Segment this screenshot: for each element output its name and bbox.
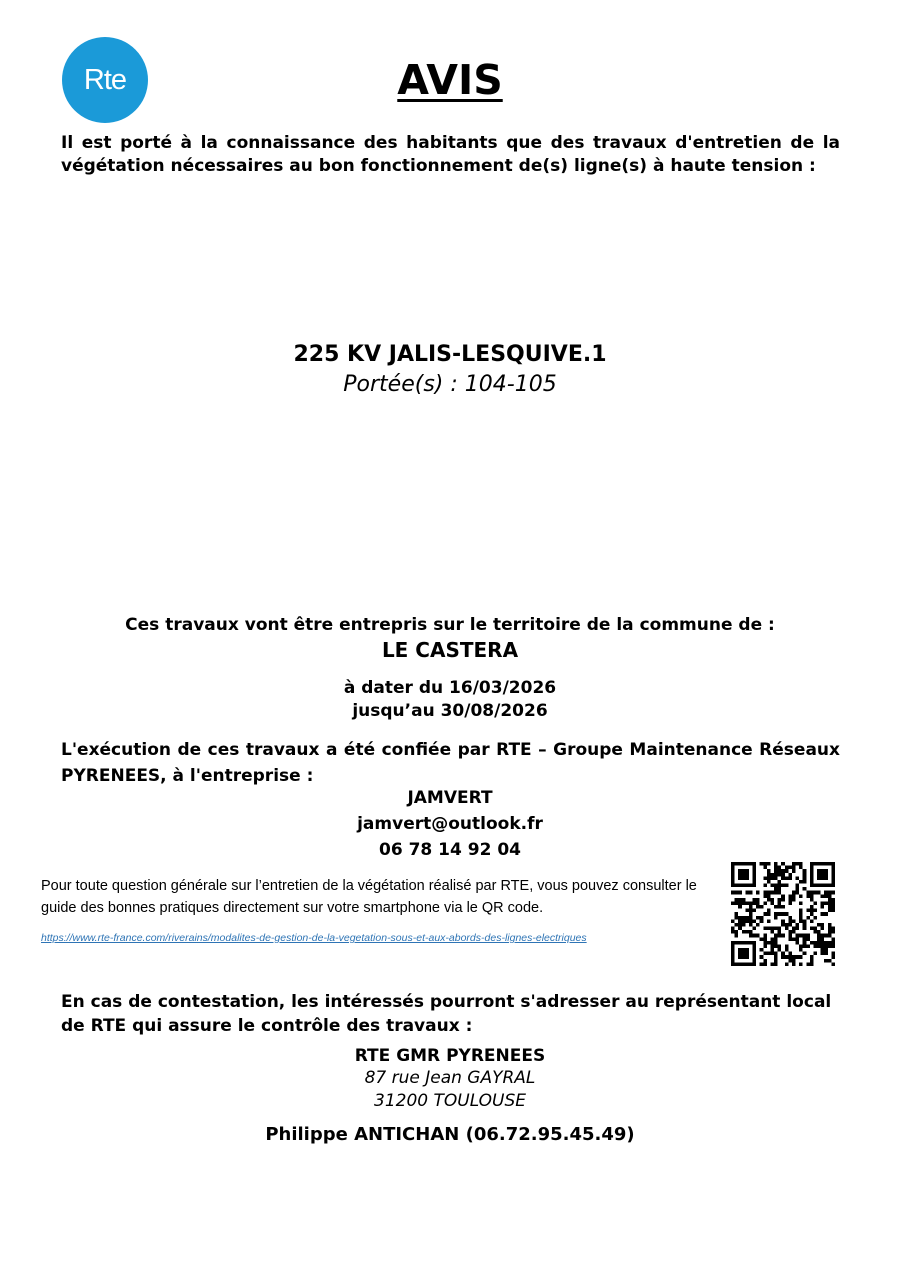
- page-title: AVIS: [397, 56, 503, 104]
- qr-code-icon[interactable]: [731, 862, 835, 966]
- contestation-paragraph: En cas de contestation, les intéressés pourront s'adresser au représentant local de RTE qui assure le contrôle des travaux :: [61, 992, 832, 1036]
- power-line-name: 225 KV JALIS-LESQUIVE.1: [293, 342, 607, 367]
- representative-contact: Philippe ANTICHAN (06.72.95.45.49): [265, 1124, 635, 1145]
- commune-intro: Ces travaux vont être entrepris sur le territoire de la commune de :: [125, 615, 775, 635]
- end-date: jusqu’au 30/08/2026: [352, 701, 548, 721]
- power-line-spans: Portée(s) : 104-105: [343, 372, 557, 397]
- company-name: JAMVERT: [407, 788, 493, 808]
- start-date: à dater du 16/03/2026: [343, 678, 557, 698]
- address-city: 31200 TOULOUSE: [374, 1091, 526, 1111]
- company-phone: 06 78 14 92 04: [379, 840, 521, 860]
- qr-info-text: Pour toute question générale sur l’entretien de la végétation réalisé par RTE, vous pouvez consulter le guide des bonnes pratiques directement sur votre smartphone via le QR code.: [41, 878, 697, 916]
- representative-name: RTE GMR PYRENEES: [354, 1046, 546, 1066]
- logo-text: Rte: [83, 63, 127, 96]
- company-email[interactable]: jamvert@outlook.fr: [357, 814, 543, 834]
- address-street: 87 rue Jean GAYRAL: [364, 1068, 536, 1088]
- intro-paragraph: Il est porté à la connaissance des habitants que des travaux d'entretien de la végétation nécessaires au bon fonctionnement de(s) ligne(s) à haute tension :: [61, 133, 840, 176]
- guide-link[interactable]: https://www.rte-france.com/riverains/modalites-de-gestion-de-la-vegetation-sous-et-aux-abords-des-lignes-electriques: [41, 932, 587, 944]
- execution-paragraph: L'exécution de ces travaux a été confiée par RTE – Groupe Maintenance Réseaux PYRENEES, à l'entreprise :: [61, 740, 840, 786]
- commune-name: LE CASTERA: [381, 638, 519, 662]
